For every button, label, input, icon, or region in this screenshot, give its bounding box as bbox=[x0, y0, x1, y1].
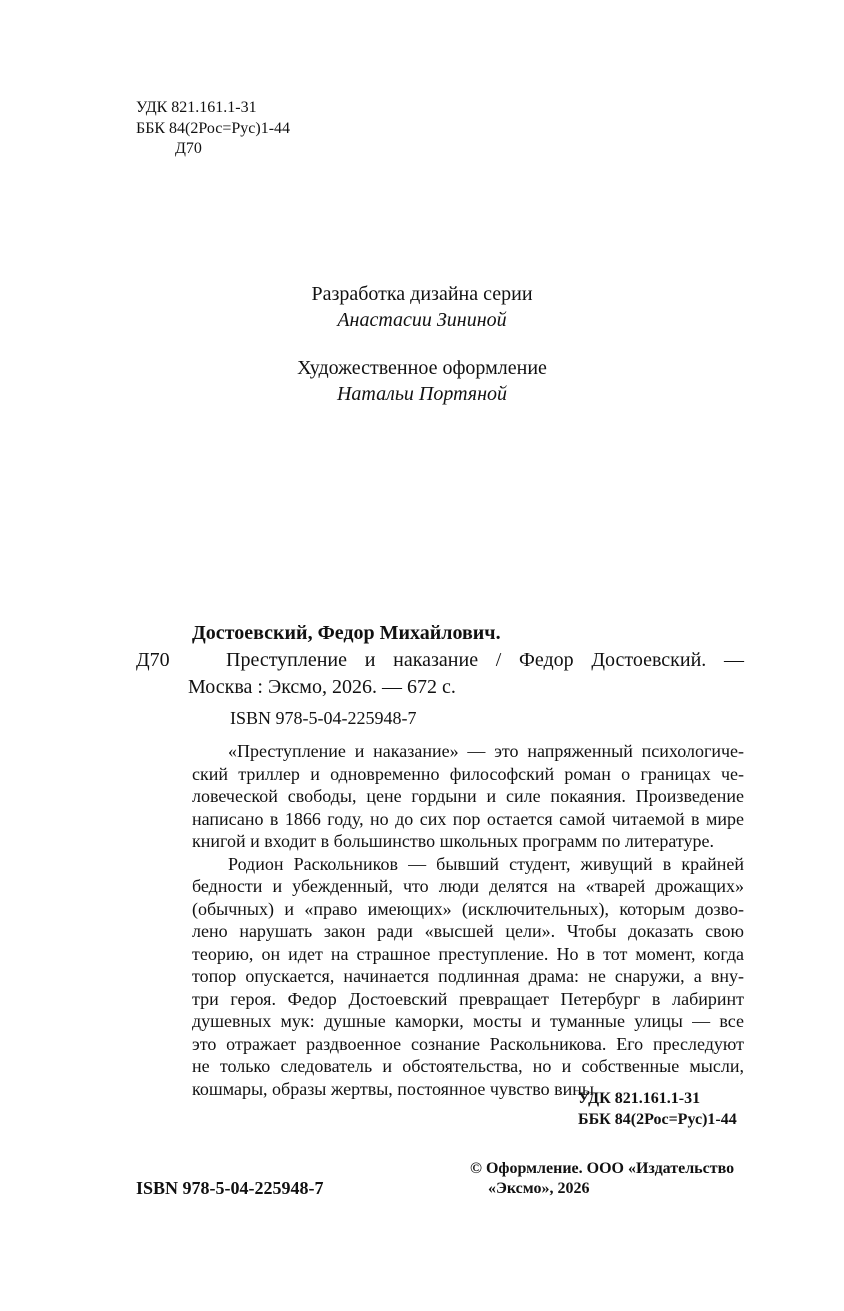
catalog-code: Д70 bbox=[136, 649, 170, 671]
annotation bbox=[192, 740, 744, 1100]
udk-code-bottom: УДК 821.161.1-31 bbox=[578, 1090, 701, 1107]
annotation-line: это отражает раздвоенное сознание Раскольникова. Его преследуют bbox=[192, 1033, 744, 1054]
annotation-line: написано в 1866 году, но до сих пор остается самой читаемой в мире bbox=[192, 808, 744, 829]
catalog-author: Достоевский, Федор Михайлович. bbox=[192, 622, 501, 644]
annotation-line: (обычных) и «право имеющих» (исключительных), которым дозво- bbox=[192, 898, 744, 919]
footer-isbn: ISBN 978-5-04-225948-7 bbox=[136, 1178, 324, 1198]
art-design-name: Натальи Портяной bbox=[336, 383, 508, 405]
art-design-label: Художественное оформление bbox=[297, 357, 547, 379]
bbk-code-top: ББК 84(2Рос=Рус)1-44 bbox=[136, 120, 291, 137]
annotation-line: ловеческой свободы, цене гордыни и силе покаяния. Произведение bbox=[192, 786, 744, 806]
annotation-line: ский триллер и одновременно философский роман о границах че- bbox=[192, 763, 744, 784]
copyright-line-1: © Оформление. ООО «Издательство bbox=[470, 1160, 735, 1177]
copyright-line-2: «Эксмо», 2026 bbox=[488, 1180, 590, 1197]
catalog-title-line: Преступление и наказание / Федор Достоевский. — bbox=[226, 649, 744, 671]
annotation-line: теорию, он идет на страшное преступление. Но в тот момент, когда bbox=[192, 943, 744, 964]
annotation-line: не только следователь и обстоятельства, но и собственные мысли, bbox=[192, 1056, 744, 1076]
catalog-publication-line: Москва : Эксмо, 2026. — 672 с. bbox=[188, 676, 456, 698]
annotation-line: книгой и входит в большинство школьных программ по литературе. bbox=[192, 831, 715, 851]
annotation-line: кошмары, образы жертвы, постоянное чувство вины. bbox=[192, 1078, 599, 1099]
author-sign-top: Д70 bbox=[175, 140, 202, 157]
annotation-line: топор опускается, начинается подлинная драма: не снаружи, а вну- bbox=[192, 966, 744, 986]
bbk-code-bottom: ББК 84(2Рос=Рус)1-44 bbox=[578, 1111, 737, 1128]
series-design-label: Разработка дизайна серии bbox=[311, 283, 533, 305]
annotation-line: душевных мук: душные каморки, мосты и туманные улицы — все bbox=[192, 1011, 744, 1031]
annotation-line: лено нарушать закон ради «высшей цели». Чтобы доказать свою bbox=[192, 921, 744, 941]
series-design-name: Анастасии Зининой bbox=[337, 309, 507, 331]
annotation-line: бедности и убежденный, что люди делятся на «тварей дрожащих» bbox=[192, 876, 744, 896]
annotation-line: Родион Раскольников — бывший студент, живущий в крайней bbox=[228, 853, 744, 874]
annotation-line: «Преступление и наказание» — это напряженный психологиче- bbox=[228, 741, 744, 761]
annotation-line: три героя. Федор Достоевский превращает Петербург в лабиринт bbox=[192, 988, 744, 1009]
catalog-isbn: ISBN 978-5-04-225948-7 bbox=[230, 708, 417, 728]
udk-code-top: УДК 821.161.1-31 bbox=[136, 99, 257, 116]
